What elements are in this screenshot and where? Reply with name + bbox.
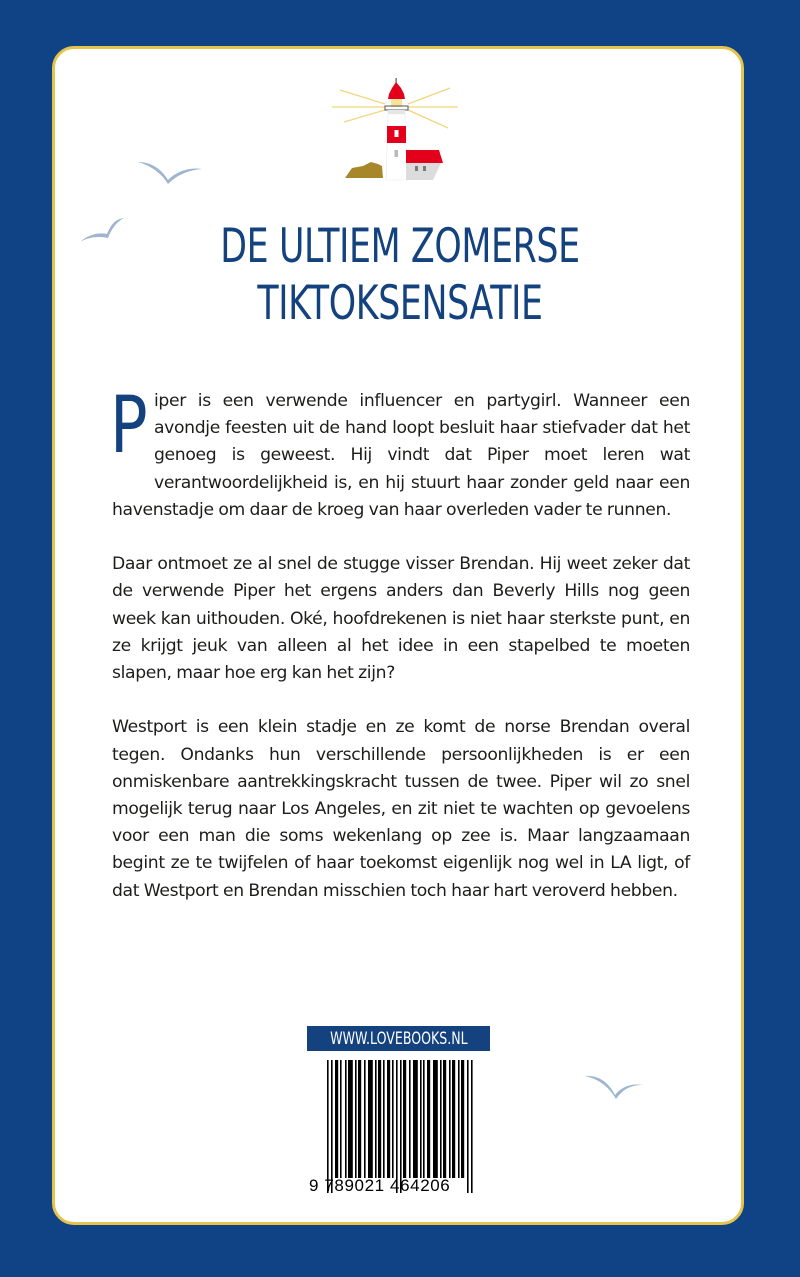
blurb-paragraph-1 bbox=[110, 381, 690, 524]
seagull-icon bbox=[138, 160, 204, 190]
headline-line-2: TIKTOKSENSATIE bbox=[257, 276, 543, 331]
blurb bbox=[110, 381, 690, 932]
headline bbox=[104, 218, 696, 332]
isbn-number: 9 789021 464206 bbox=[309, 1176, 451, 1195]
lighthouse-icon bbox=[330, 70, 460, 185]
drop-cap: P bbox=[110, 381, 148, 471]
blurb-paragraph-2: Daar ontmoet ze al snel de stugge visser Brendan. Hij weet zeker dat de verwende Piper het ergens anders dan Beverly Hills nog geen week kan uithouden. Oké, hoofdrekenen is niet haar sterkste punt, en ze krijgt jeuk van alleen al het idee in een stapelbed te moeten slapen, maar hoe erg kan het zijn? bbox=[112, 554, 690, 684]
blurb-paragraph-3: Westport is een klein stadje en ze komt de norse Brendan overal tegen. Ondanks hun verschillende persoonlijkheden is er een onmiskenbare aantrekkingskracht tussen de twee. Piper wil zo snel mogelijk terug naar Los Angeles, en zit niet te wachten op gevoelens voor een man die soms wekenlang op zee is. Maar langzaamaan begint ze te twijfelen of haar toekomst eigenlijk nog wel in LA ligt, of dat Westport en Brendan misschien toch haar hart veroverd hebben. bbox=[112, 717, 690, 901]
publisher-url-banner bbox=[307, 1026, 490, 1051]
publisher-url: WWW.LOVEBOOKS.NL bbox=[329, 1028, 468, 1049]
seagull-icon bbox=[585, 1073, 645, 1101]
headline-line-1: DE ULTIEM ZOMERSE bbox=[220, 219, 580, 274]
blurb-paragraph-1-text: iper is een verwende influencer en partygirl. Wanneer een avondje feesten uit de hand loopt besluit haar stiefvader dat het genoeg is geweest. Hij vindt dat Piper moet leren wat verantwoordelijkheid is, en hij stuurt haar zonder geld naar een havenstadje om daar de kroeg van haar overleden vader te runnen. bbox=[112, 391, 690, 520]
